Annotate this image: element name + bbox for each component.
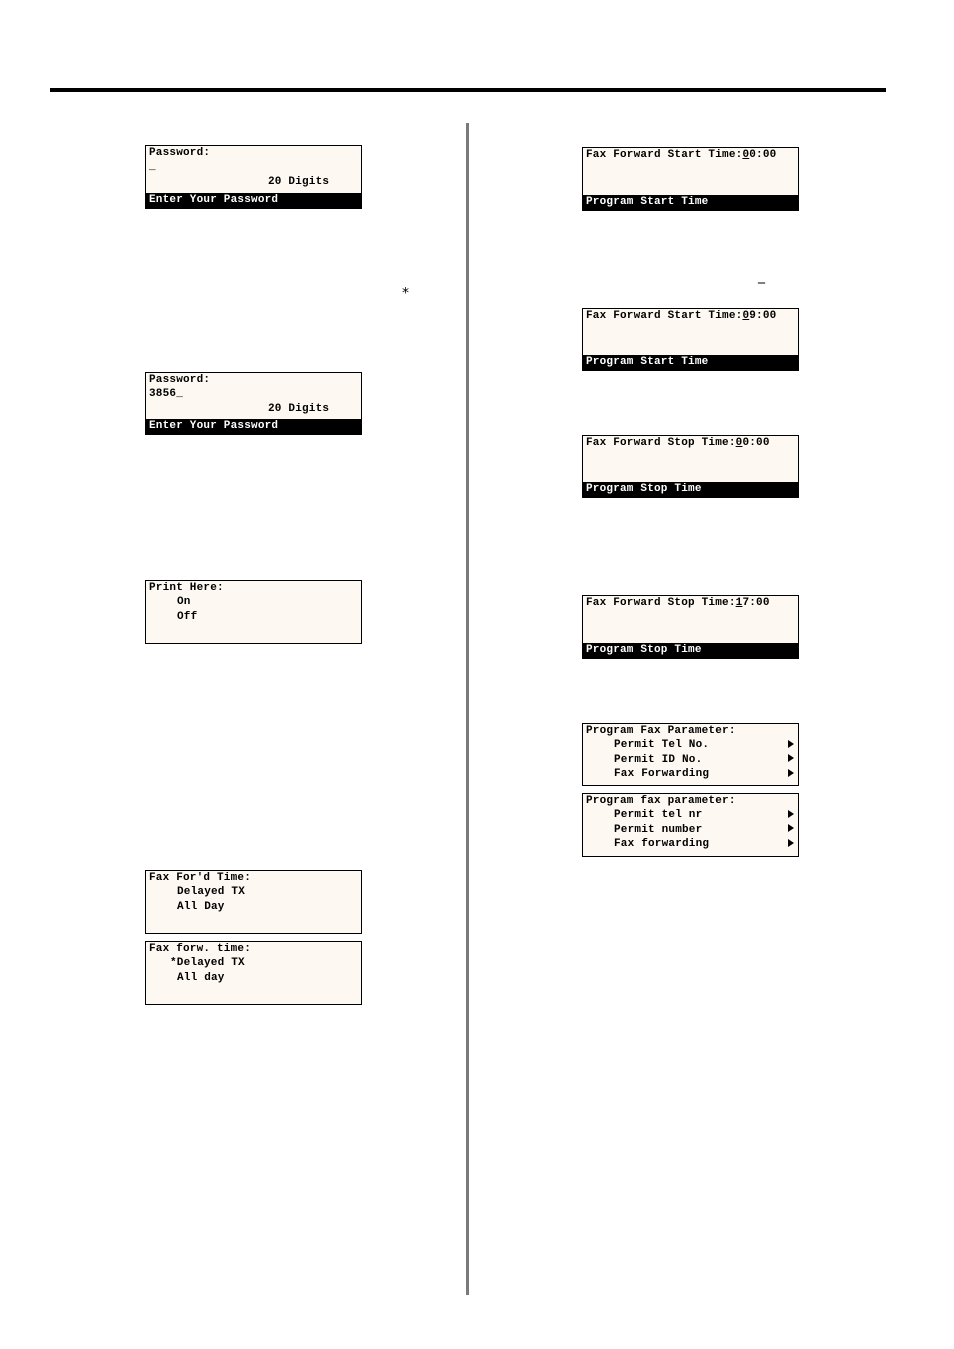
arrow-right-icon — [788, 740, 794, 748]
lcd-title: Print Here: — [149, 582, 224, 594]
lcd-cursor-digit: 1 — [735, 597, 743, 609]
lcd-start-time-1 — [582, 147, 799, 211]
lcd-option-off: Off — [177, 611, 198, 623]
lcd-option-delayed: *Delayed TX — [170, 957, 245, 969]
lcd-cursor-digit: 0 — [742, 149, 750, 161]
arrow-right-icon — [788, 754, 794, 762]
lcd-hint: Program Start Time — [583, 355, 798, 370]
column-divider — [466, 123, 469, 1295]
lcd-digits: 20 Digits — [268, 403, 330, 415]
lcd-cursor: _ — [149, 161, 156, 173]
lcd-hint: Program Stop Time — [583, 482, 798, 497]
lcd-print-here — [145, 580, 362, 644]
lcd-title: Password: — [149, 147, 211, 159]
lcd-time-rest: 9:00 — [749, 310, 777, 322]
lcd-title: Fax forw. time: — [149, 943, 252, 955]
lcd-title: Program Fax Parameter: — [586, 725, 736, 737]
lcd-entry: 3856_ — [149, 388, 184, 400]
lcd-time-rest: 0:00 — [749, 149, 777, 161]
lcd-digits: 20 Digits — [268, 176, 330, 188]
lcd-start-time-2 — [582, 308, 799, 371]
lcd-fax-forw-time — [145, 941, 362, 1005]
lcd-hint: Program Stop Time — [583, 643, 798, 658]
lcd-password-filled — [145, 372, 362, 435]
lcd-title — [586, 309, 776, 323]
lcd-stop-time-2 — [582, 595, 799, 659]
lcd-program-fax-parameter — [582, 723, 799, 786]
menu-item-fax-forwarding: Fax forwarding — [614, 838, 710, 850]
lcd-title — [586, 436, 770, 450]
lcd-label: Fax Forward Stop Time: — [586, 437, 736, 449]
underscore-glyph: _ — [758, 268, 765, 284]
top-rule — [50, 88, 886, 92]
lcd-label: Fax Forward Stop Time: — [586, 597, 736, 609]
lcd-title: Password: — [149, 374, 211, 386]
menu-item-permit-tel: Permit tel nr — [614, 809, 703, 821]
lcd-cursor-digit: 0 — [742, 310, 750, 322]
lcd-option-allday: All Day — [177, 901, 225, 913]
lcd-label: Fax Forward Start Time: — [586, 149, 743, 161]
lcd-title: Program fax parameter: — [586, 795, 736, 807]
lcd-option-on: On — [177, 596, 191, 608]
lcd-password-empty — [145, 145, 362, 209]
lcd-time-rest: 7:00 — [742, 597, 770, 609]
lcd-title — [586, 596, 770, 610]
lcd-stop-time-1 — [582, 435, 799, 498]
menu-item-permit-tel: Permit Tel No. — [614, 739, 710, 751]
arrow-right-icon — [788, 810, 794, 818]
lcd-hint: Enter Your Password — [146, 419, 361, 434]
menu-item-permit-number: Permit number — [614, 824, 703, 836]
lcd-title — [586, 148, 776, 162]
lcd-cursor-digit: 0 — [735, 437, 743, 449]
lcd-hint: Enter Your Password — [146, 193, 361, 208]
arrow-right-icon — [788, 769, 794, 777]
lcd-label: Fax Forward Start Time: — [586, 310, 743, 322]
arrow-right-icon — [788, 824, 794, 832]
lcd-fax-ford-time — [145, 870, 362, 934]
lcd-option-allday: All day — [177, 972, 225, 984]
menu-item-fax-forwarding: Fax Forwarding — [614, 768, 710, 780]
asterisk-icon: ⁎ — [402, 281, 409, 297]
lcd-title: Fax For'd Time: — [149, 872, 252, 884]
lcd-option-delayed: Delayed TX — [177, 886, 246, 898]
lcd-time-rest: 0:00 — [742, 437, 770, 449]
lcd-program-fax-parameter-alt — [582, 793, 799, 857]
arrow-right-icon — [788, 839, 794, 847]
menu-item-permit-id: Permit ID No. — [614, 754, 703, 766]
lcd-hint: Program Start Time — [583, 195, 798, 210]
